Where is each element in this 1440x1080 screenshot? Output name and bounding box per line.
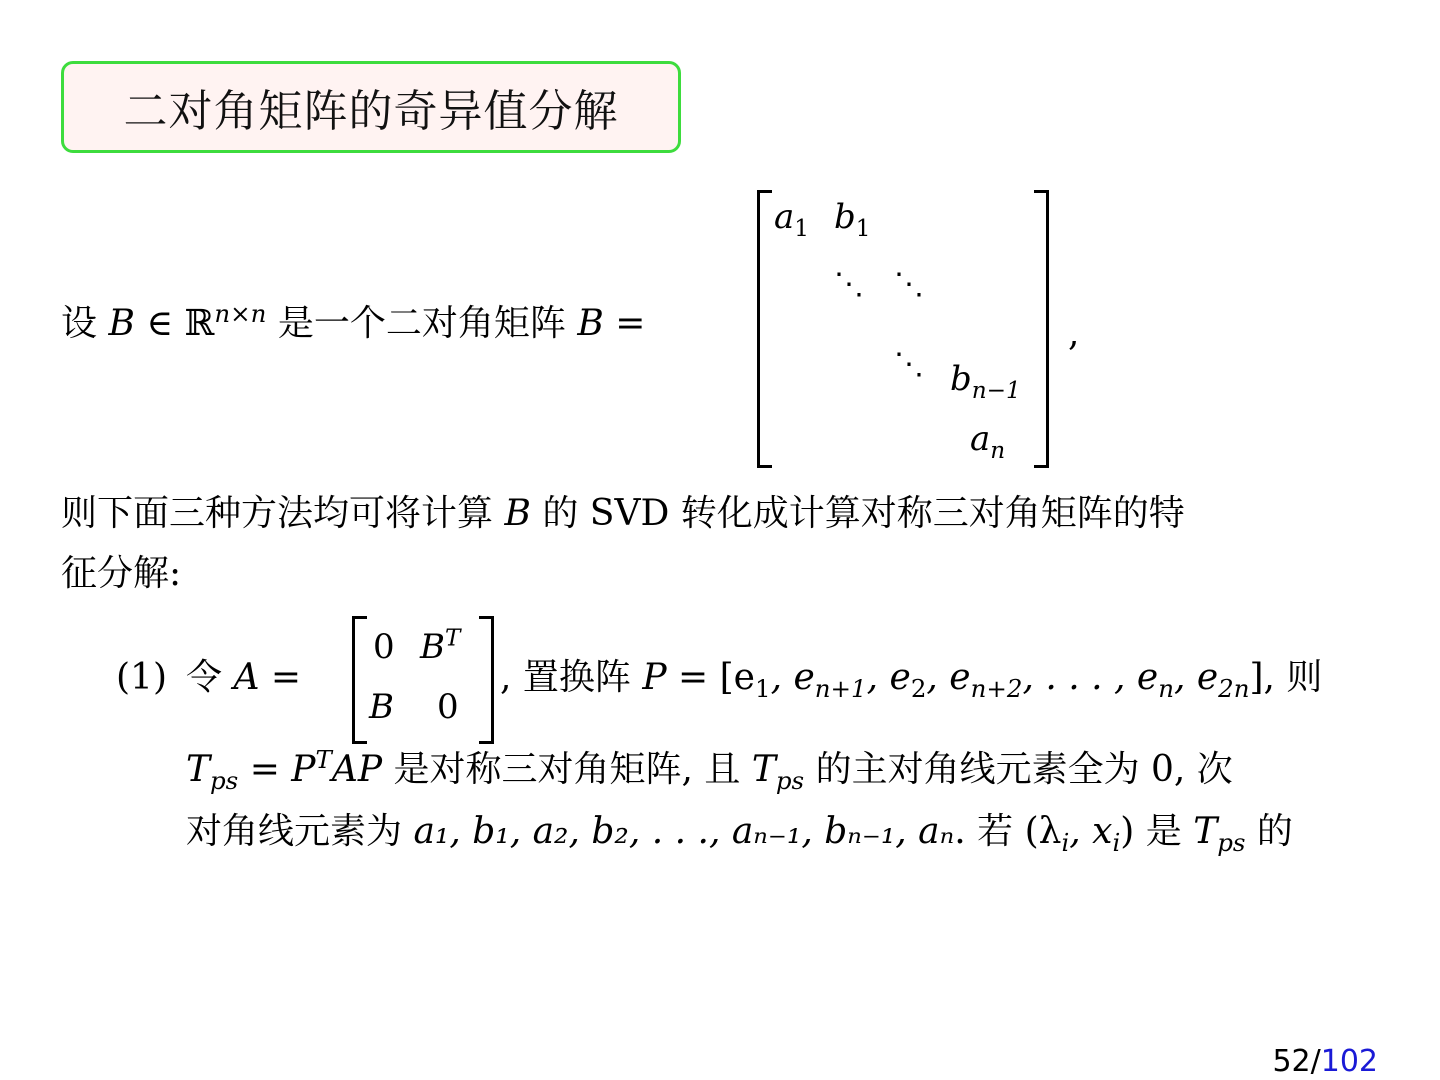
item1-line3: 对角线元素为 a₁, b₁, a₂, b₂, . . ., aₙ₋₁, bₙ₋₁, aₙ. 若 ($\lambda_i$, $x_i$) 是 $T_{ps}$ 的	[186, 811, 1293, 858]
text-bidiagonal: 是一个二对角矩阵	[266, 303, 578, 344]
entry-a1: $a_1$	[774, 197, 809, 242]
diag-dots-2: ⋱	[894, 267, 924, 302]
item1-line2: $T_{ps} = P^TAP$ 是对称三对角矩阵, 且 $T_{ps}$ 的主对角线元素全为 0, 次	[186, 745, 1233, 796]
matrix-A-bracket-left	[352, 616, 367, 744]
text-set: 设	[61, 303, 98, 344]
matrix-bracket-right	[1034, 190, 1049, 468]
entry-A12: $B^T$	[420, 625, 461, 667]
page-current: 52/	[1272, 1044, 1321, 1079]
dimension-sup: n×n	[214, 299, 267, 328]
matrix-trailing-comma: ,	[1068, 313, 1080, 354]
entry-bn-1: $b_{n-1}$	[950, 359, 1021, 404]
page-number	[1272, 1044, 1378, 1079]
matrix-A-bracket-right	[479, 616, 494, 744]
entry-A11: 0	[373, 627, 395, 667]
page-total-link[interactable]: 102	[1320, 1044, 1378, 1079]
equals-sign: =	[603, 303, 646, 344]
entry-b1: $b_1$	[834, 197, 871, 242]
slide-title: 二对角矩阵的奇异值分解	[123, 86, 619, 137]
method-intro-line2: 征分解:	[61, 553, 182, 594]
matrix-bracket-left	[757, 190, 772, 468]
symbol-B-eq: B	[577, 303, 604, 344]
diag-dots-1: ⋱	[834, 267, 864, 302]
item1-label: (1)	[116, 657, 167, 698]
item1-permutation: , 置换阵 $P = [e_1$, $e_{n+1}$, $e_2$, $e_{n+2}$, . . . , $e_n$, $e_{2n}$], 则	[500, 657, 1323, 704]
method-intro-line1: 则下面三种方法均可将计算 B 的 SVD 转化成计算对称三对角矩阵的特	[61, 493, 1185, 534]
slide-title-box	[61, 61, 681, 153]
set-membership: ∈ ℝ	[134, 303, 215, 344]
diag-dots-3: ⋱	[894, 347, 924, 382]
item1-let-A: 令 A =	[186, 657, 302, 698]
entry-A21: B	[369, 687, 394, 727]
definition-line	[61, 299, 646, 344]
symbol-B: B	[108, 303, 135, 344]
entry-an: $a_n$	[970, 419, 1006, 464]
entry-A22: 0	[437, 687, 459, 727]
